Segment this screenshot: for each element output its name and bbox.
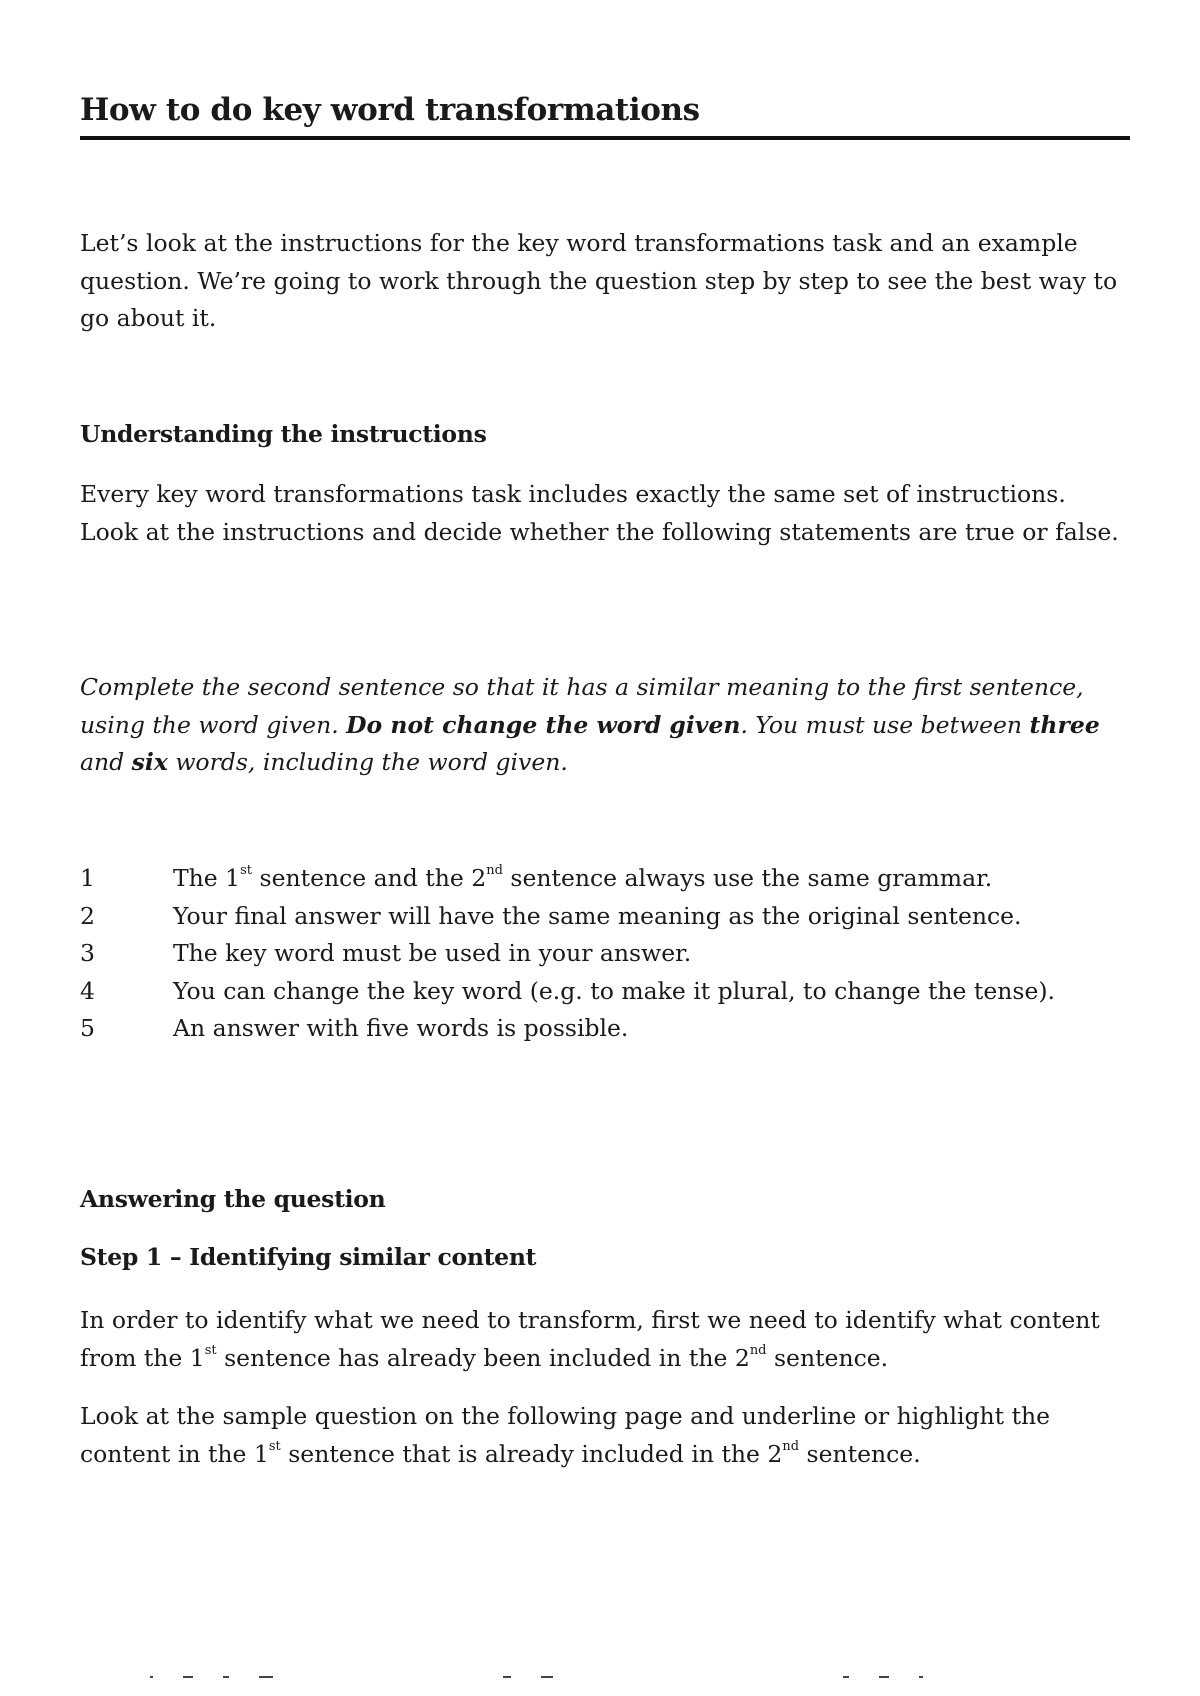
list-item-text-part: sentence always use the same grammar. xyxy=(502,864,993,892)
step1-paragraph-2 xyxy=(80,1398,1130,1473)
paragraph-text-part: sentence. xyxy=(766,1343,889,1372)
step1-paragraph-1 xyxy=(80,1302,1130,1377)
list-item-text-part: sentence and the 2 xyxy=(252,864,487,892)
list-item xyxy=(80,860,1130,898)
instr-bold-six: six xyxy=(131,748,168,776)
instr-bold-three: three xyxy=(1029,710,1100,739)
list-item-text: An answer with five words is possible. xyxy=(173,1014,629,1042)
list-item xyxy=(80,1010,1130,1048)
instructions-description: Every key word transformations task includes exactly the same set of instructions. Look at the instructions and decide whether the following statements are true or false. xyxy=(80,480,1119,546)
instr-part4: words, including the word given. xyxy=(167,748,568,776)
paragraph-text-part: sentence. xyxy=(799,1439,921,1468)
instr-bold-do-not-change: Do not change the word given xyxy=(346,710,741,739)
list-item-text: The key word must be used in your answer. xyxy=(173,939,692,967)
instr-part2: . You must use between xyxy=(740,710,1030,739)
task-instructions xyxy=(80,669,1130,782)
ordinal-suffix: st xyxy=(204,1342,217,1358)
list-item-text: You can change the key word (e.g. to make it plural, to change the tense). xyxy=(173,976,1056,1005)
list-item-number: 1 xyxy=(80,864,95,892)
paragraph-text-part: Look at the sample question on the following page and underline or highlight the content in the 1 xyxy=(80,1402,1051,1468)
ordinal-suffix: st xyxy=(240,863,253,878)
list-item-number: 5 xyxy=(80,1014,95,1042)
ordinal-suffix: st xyxy=(268,1438,281,1454)
section-heading-answering: Answering the question xyxy=(80,1185,386,1213)
statements-list xyxy=(80,860,1130,1048)
list-item-number: 2 xyxy=(80,901,95,930)
instr-part3: and xyxy=(80,748,132,776)
section-heading-instructions: Understanding the instructions xyxy=(80,420,487,448)
ordinal-suffix: nd xyxy=(782,1438,800,1454)
list-item xyxy=(80,973,1130,1011)
list-item-text: Your final answer will have the same meaning as the original sentence. xyxy=(173,901,1022,930)
list-item-text xyxy=(173,860,992,898)
cut-off-text-fragment xyxy=(80,1676,1130,1680)
step-heading: Step 1 – Identifying similar content xyxy=(80,1243,537,1271)
list-item-text-part: The 1 xyxy=(173,864,241,892)
instr-part1: Complete the second sentence so that it has a similar meaning to the first sentence, using the word given. xyxy=(80,673,1084,739)
intro-paragraph: Let’s look at the instructions for the key word transformations task and an example question. We’re going to work through the question step by step to see the best way to go about it. xyxy=(80,229,1118,332)
list-item-number: 4 xyxy=(80,976,95,1005)
ordinal-suffix: nd xyxy=(486,863,503,878)
paragraph-text-part: sentence that is already included in the 2 xyxy=(280,1439,783,1468)
paragraph-text-part: sentence has already been included in the 2 xyxy=(216,1343,750,1372)
ordinal-suffix: nd xyxy=(749,1342,767,1358)
paragraph-text-part: In order to identify what we need to transform, first we need to identify what content from the 1 xyxy=(80,1306,1100,1372)
list-item-number: 3 xyxy=(80,939,95,967)
page-title: How to do key word transformations xyxy=(80,92,1130,140)
list-item xyxy=(80,935,1130,973)
list-item xyxy=(80,898,1130,936)
